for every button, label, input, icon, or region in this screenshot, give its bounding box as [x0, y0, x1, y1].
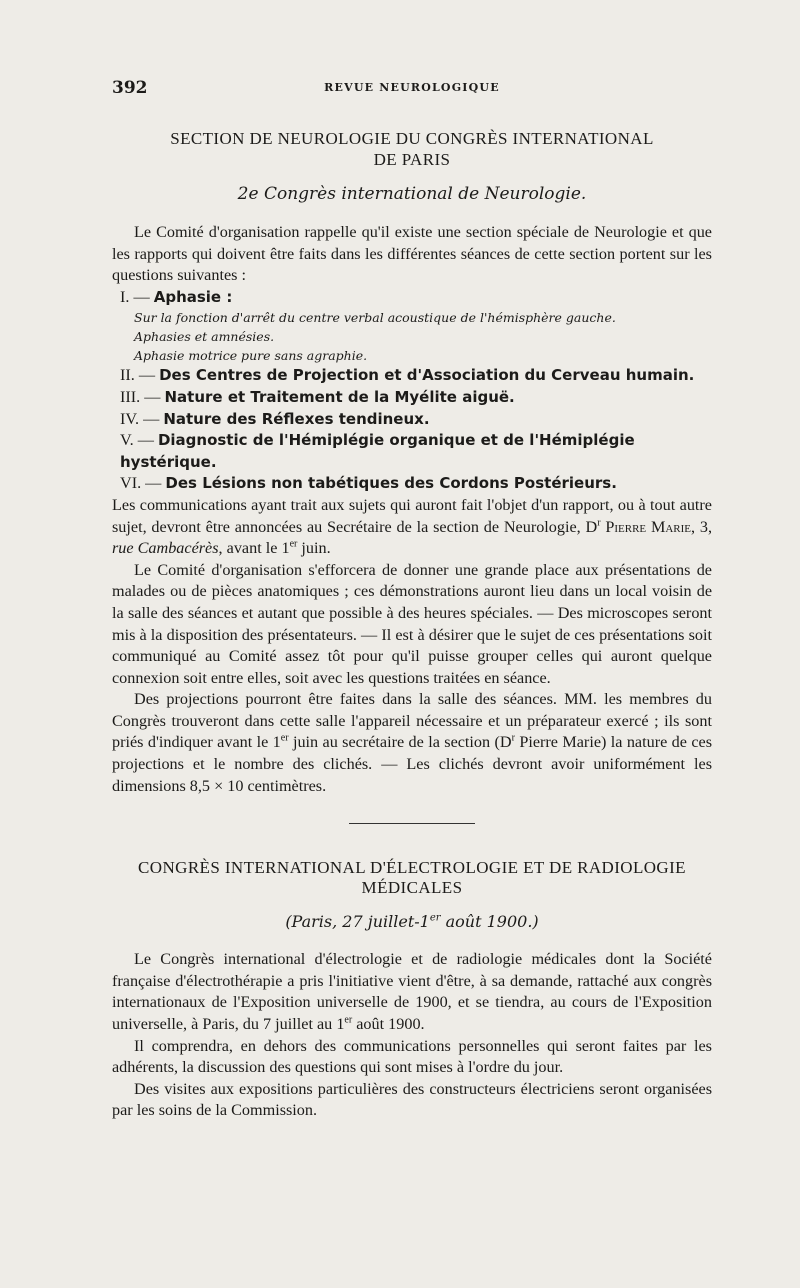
question-item-4 — [112, 409, 712, 431]
text-run: juin. — [297, 539, 331, 558]
electrologie-paragraph-2: Il comprendra, en dehors des communications personnelles qui seront faites par les adhérents, la discussion des questions qui sont mises à l'ordre du jour. — [112, 1036, 712, 1077]
question-title: Nature et Traitement de la Myélite aiguë. — [164, 387, 515, 406]
electrologie-paragraph-3: Des visites aux expositions particulières des constructeurs électriciens seront organisées par les soins de la Commission. — [112, 1079, 712, 1120]
question-number: II. — — [120, 366, 156, 385]
comite-paragraph: Le Comité d'organisation s'efforcera de donner une grande place aux présentations de malades ou de pièces anatomiques ; ces démonstrations auront lieu dans un local voisin de la salle des séances et autant que possible à des heures spéciales. — Des microscopes seront mis à la disposition des présentateurs. — Il est à désirer que le sujet de ces présentations soit communiqué au Comité assez tôt pour qu'il puisse grouper celles qui auront quelque connexion soit entre elles, soit avec les questions traitées en séance. — [112, 560, 712, 687]
page-content — [112, 128, 712, 1122]
superscript: er — [344, 1014, 353, 1026]
aphasie-topic-1: Sur la fonction d'arrêt du centre verbal acoustique de l'hémisphère gauche. — [134, 310, 616, 326]
text-run: , 3, — [691, 517, 713, 536]
section-title-line2: DE PARIS — [373, 150, 451, 169]
running-head — [112, 78, 712, 100]
section-electrologie-subtitle — [112, 912, 712, 931]
section-divider — [349, 823, 475, 824]
text-run: Des projections pourront être faites dans la salle des séances. MM. les membres du Congrès trouveront dans cette salle l'appareil nécessaire et un préparateur exercé ; ils sont priés d'indiquer avant le 1 — [112, 690, 712, 752]
question-number: IV. — — [120, 409, 160, 428]
question-item-6 — [112, 473, 712, 495]
superscript: er — [289, 538, 298, 550]
text-run: , avant le 1 — [218, 539, 290, 558]
question-title: Des Centres de Projection et d'Association du Cerveau humain. — [159, 366, 695, 385]
section-neurologie-subtitle: 2e Congrès international de Neurologie. — [237, 184, 587, 204]
text-run: août 1900. — [352, 1015, 425, 1034]
superscript: er — [280, 733, 289, 745]
question-title: Diagnostic de l'Hémiplégie organique et de l'Hémiplégie hystérique. — [120, 431, 635, 471]
question-item-5 — [112, 430, 712, 473]
text-run: (Paris, 27 juillet-1 — [285, 912, 430, 932]
question-number: III. — — [120, 387, 161, 406]
street-name: rue Cambacérès — [112, 539, 219, 558]
section-title-line2: MÉDICALES — [361, 878, 463, 898]
question-title: Des Lésions non tabétiques des Cordons Postérieurs. — [165, 474, 617, 493]
superscript: er — [429, 912, 441, 924]
question-item-3 — [112, 387, 712, 409]
section-electrologie-title — [112, 858, 712, 898]
text-run: Les communications ayant trait aux sujets qui auront fait l'objet d'un rapport, ou à tout autre sujet, devront être annoncées au Secrétaire de la section de Neurologie, D — [112, 495, 712, 536]
question-title: Aphasie : — [153, 287, 233, 306]
section-title-line1: CONGRÈS INTERNATIONAL D'ÉLECTROLOGIE ET DE RADIOLOGIE — [138, 858, 686, 878]
text-run: juin au secrétaire de la section (D — [288, 733, 512, 752]
journal-title: REVUE NEUROLOGIQUE — [324, 81, 500, 94]
communications-paragraph — [112, 495, 712, 560]
text-run: Pierre Marie) la nature de ces projections et le nombre des clichés. — Les clichés devront avoir uniformément les dimensions 8,5 × 10 centimètres. — [112, 733, 712, 795]
electrologie-paragraph-1 — [112, 949, 712, 1035]
projections-paragraph — [112, 689, 712, 797]
aphasie-topic-3: Aphasie motrice pure sans agraphie. — [134, 348, 368, 364]
superscript: r — [511, 733, 515, 745]
intro-paragraph: Le Comité d'organisation rappelle qu'il existe une section spéciale de Neurologie et que les rapports qui doivent être faits dans les différentes séances de cette section portent sur les questions suivantes : — [112, 223, 712, 285]
question-title: Nature des Réflexes tendineux. — [163, 409, 430, 428]
text-run: Le Congrès international d'électrologie et de radiologie médicales dont la Société française d'électrothérapie a pris l'initiative vient d'être, à sa demande, rattaché aux congrès internationaux de l'Exposition universelle de 1900, et se tiendra, au cours de l'Exposition universelle, à Paris, du 7 juillet au 1 — [112, 950, 712, 1034]
question-number: I. — — [120, 287, 150, 306]
text-run: août 1900.) — [440, 912, 539, 932]
question-item-1 — [112, 287, 712, 309]
question-item-2 — [112, 365, 712, 387]
section-title-line1: SECTION DE NEUROLOGIE DU CONGRÈS INTERNATIONAL — [170, 129, 654, 148]
superscript: r — [597, 517, 601, 529]
question-number: V. — — [120, 431, 154, 450]
secretary-name: Pierre Marie — [605, 517, 692, 536]
question-number: VI. — — [120, 474, 162, 493]
page-number: 392 — [112, 78, 148, 98]
section-neurologie-title — [112, 128, 712, 170]
aphasie-topic-2: Aphasies et amnésies. — [134, 329, 275, 345]
